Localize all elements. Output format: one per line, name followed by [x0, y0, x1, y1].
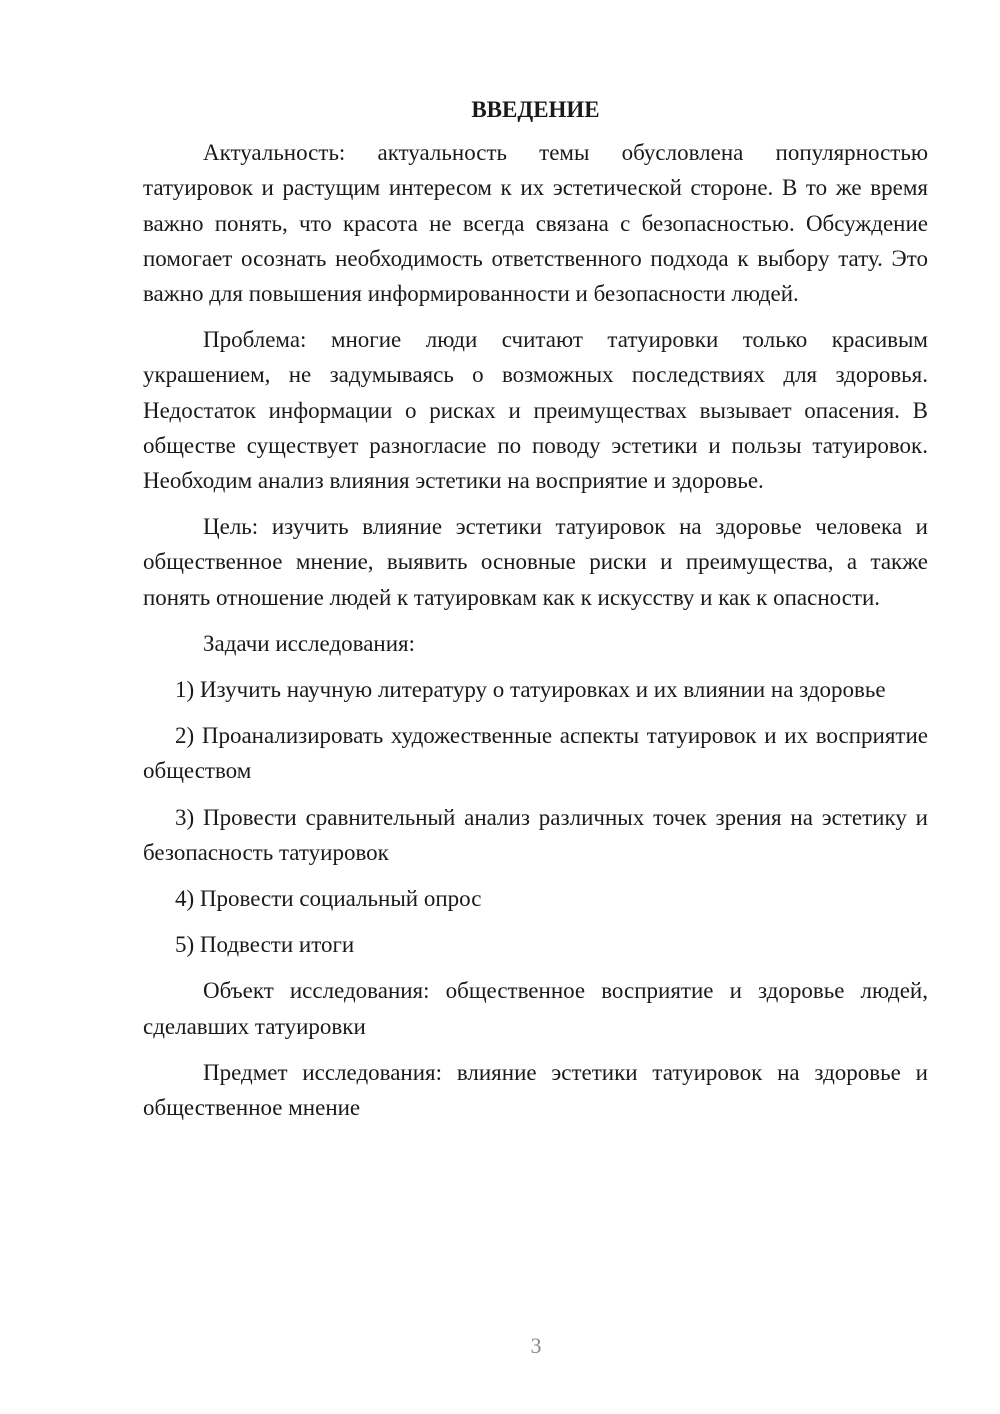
subject-paragraph: Предмет исследования: влияние эстетики татуировок на здоровье и общественное мнение — [143, 1059, 928, 1121]
object-paragraph: Объект исследования: общественное восприятие и здоровье людей, сделавших татуировки — [143, 978, 928, 1039]
problem-paragraph: Проблема: многие люди считают татуировки только красивым украшением, не задумываясь о возможных последствиях для здоровья. Недостаток информации о рисках и преимуществах вызывает опасения. В обществе существует разногласие по поводу эстетики и пользы татуировок. Необходим анализ влияния эстетики на восприятие и здоровье. — [143, 327, 928, 494]
task-item: 3) Провести сравнительный анализ различных точек зрения на эстетику и безопасность татуировок — [143, 804, 928, 865]
task-item: 5) Подвести итоги — [175, 932, 355, 958]
goal-paragraph: Цель: изучить влияние эстетики татуировок на здоровье человека и общественное мнение, выявить основные риски и преимущества, а также понять отношение людей к татуировкам как к искусству и как к опасности. — [143, 514, 928, 610]
task-item: 2) Проанализировать художественные аспекты татуировок и их восприятие обществом — [143, 723, 928, 784]
relevance-paragraph: Актуальность: актуальность темы обусловлена популярностью татуировок и растущим интересом к их эстетической стороне. В то же время важно понять, что красота не всегда связана с безопасностью. Обсуждение помогает осознать необходимость ответственного подхода к выбору тату. Это важно для повышения информированности и безопасности людей. — [143, 140, 928, 307]
section-heading: ВВЕДЕНИЕ — [471, 97, 600, 122]
page-number: 3 — [530, 1333, 542, 1358]
page-content — [143, 92, 928, 1136]
task-item: 1) Изучить научную литературу о татуировках и их влиянии на здоровье — [175, 677, 886, 703]
tasks-title: Задачи исследования: — [203, 630, 416, 656]
task-item: 4) Провести социальный опрос — [175, 886, 482, 912]
tasks-list — [143, 672, 928, 962]
